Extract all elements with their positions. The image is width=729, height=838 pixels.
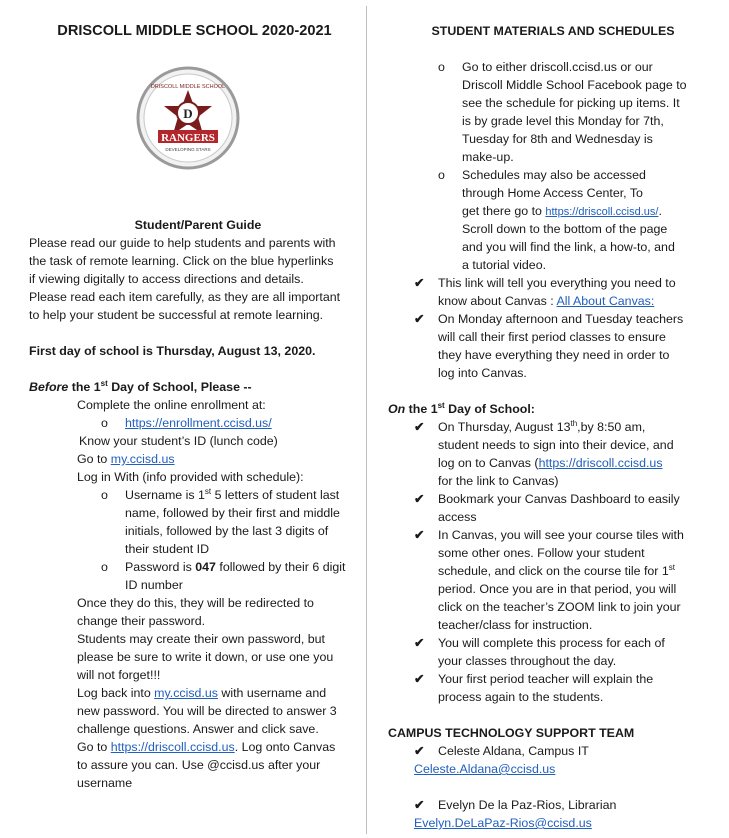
on-first-day-heading: On the 1st Day of School: (388, 400, 535, 416)
my-ccisd-link-2[interactable]: my.ccisd.us (154, 686, 218, 700)
goto2-line: username (77, 776, 133, 790)
hac-line: get there go to https://driscoll.ccisd.us/. (462, 204, 662, 218)
check-icon: ✔ (414, 672, 425, 686)
check-icon: ✔ (414, 312, 425, 326)
check-icon: ✔ (414, 744, 425, 758)
circle-bullet: o (438, 60, 445, 74)
intro-line: if viewing digitally to access directions and details. (29, 272, 304, 286)
goto2-line: Go to https://driscoll.ccisd.us. Log onto Canvas (77, 740, 336, 754)
intro-line: to help your student be successful at remote learning. (29, 308, 324, 322)
logo-letter: D (183, 106, 193, 121)
intro-line: Please read our guide to help students and parents with (29, 236, 336, 250)
logo-name: RANGERS (161, 132, 215, 144)
canvas-info-line: This link will tell you everything you need to (438, 276, 676, 290)
after-line: will not forget!!! (77, 668, 161, 682)
login-with-line: Log in With (info provided with schedule): (77, 470, 304, 484)
username-line: Username is 1st 5 letters of student last (125, 486, 340, 502)
after-line: please be sure to write it down, or use one you (77, 650, 334, 664)
goto2-line: to assure you can. Use @ccisd.us after your (77, 758, 321, 772)
check-icon: ✔ (414, 276, 425, 290)
intro-line: the task of remote learning. Click on the blue hyperlinks (29, 254, 334, 268)
circle-bullet: o (101, 488, 108, 502)
schedule-line: see the schedule for picking up items. It (462, 96, 680, 110)
evelyn-email-link[interactable]: Evelyn.DeLaPaz-Rios@ccisd.us (414, 816, 592, 830)
driscoll-link[interactable]: https://driscoll.ccisd.us (110, 740, 235, 754)
password-line: Password is 047 followed by their 6 digit (125, 560, 346, 574)
check-icon: ✔ (414, 636, 425, 650)
check-icon: ✔ (414, 492, 425, 506)
celeste-email-link[interactable]: Celeste.Aldana@ccisd.us (414, 762, 556, 776)
logo-top-text: DRISCOLL MIDDLE SCHOOL (150, 84, 226, 90)
bookmark-line: access (438, 510, 477, 524)
course-tile-line: schedule, and click on the course tile for 1st (438, 562, 675, 578)
course-tile-line: click on the teacher’s ZOOM link to join your (438, 600, 681, 614)
bookmark-line: Bookmark your Canvas Dashboard to easily (438, 492, 680, 506)
username-line: their student ID (125, 542, 210, 556)
check-icon: ✔ (414, 420, 425, 434)
repeat-line: your classes throughout the day. (438, 654, 617, 668)
day-step-line: for the link to Canvas) (438, 474, 559, 488)
course-tile-line: period. Once you are in that period, you will (438, 582, 677, 596)
course-tile-line: teacher/class for instruction. (438, 618, 593, 632)
driscoll-canvas-link[interactable]: https://driscoll.ccisd.us (538, 456, 663, 470)
know-id-line: Know your student’s ID (lunch code) (79, 434, 278, 448)
circle-bullet: o (101, 416, 108, 430)
goto-line: Go to my.ccisd.us (77, 452, 175, 466)
username-line: initials, followed by the last 3 digits of (125, 524, 329, 538)
intro-line: Please read each item carefully, as they are all important (29, 290, 341, 304)
materials-title: STUDENT MATERIALS AND SCHEDULES (431, 24, 675, 38)
schedule-line: Go to either driscoll.ccisd.us or our (462, 60, 653, 74)
canvas-info-line: know about Canvas : All About Canvas: (438, 294, 655, 308)
after-line: Students may create their own password, but (77, 632, 325, 646)
explain-line: process again to the students. (438, 690, 604, 704)
circle-bullet: o (438, 168, 445, 182)
password-line: ID number (125, 578, 183, 592)
schedule-line: is by grade level this Monday for 7th, (462, 114, 664, 128)
support-name: Evelyn De la Paz-Rios, Librarian (438, 798, 617, 812)
guide-title: Student/Parent Guide (134, 218, 262, 232)
schedule-line: Driscoll Middle School Facebook page to (462, 78, 687, 92)
course-tile-line: In Canvas, you will see your course tiles with (438, 528, 684, 542)
school-logo (136, 66, 240, 170)
course-tile-line: some other ones. Follow your student (438, 546, 645, 560)
support-title: CAMPUS TECHNOLOGY SUPPORT TEAM (388, 726, 635, 740)
before-heading: Before the 1st Day of School, Please -- (29, 378, 252, 394)
hac-line: through Home Access Center, To (462, 186, 643, 200)
schedule-line: make-up. (462, 150, 514, 164)
logo-bottom-text: DEVELOPING STARS (165, 147, 211, 152)
circle-bullet: o (101, 560, 108, 574)
all-about-canvas-link[interactable]: All About Canvas: (556, 294, 655, 308)
hac-line: a tutorial video. (462, 258, 547, 272)
teacher-call-line: log into Canvas. (438, 366, 527, 380)
day-step-line: student needs to sign into their device, and (438, 438, 674, 452)
explain-line: Your first period teacher will explain the (438, 672, 654, 686)
hac-line: Scroll down to the bottom of the page (462, 222, 668, 236)
teacher-call-line: will call their first period classes to ensure (438, 330, 666, 344)
my-ccisd-link[interactable]: my.ccisd.us (110, 452, 175, 466)
hac-line: and you will find the link, a how-to, and (462, 240, 675, 254)
enroll-line: Complete the online enrollment at: (77, 398, 266, 412)
day-step-line: log on to Canvas (https://driscoll.ccisd.us (438, 456, 663, 470)
logback-line: new password. You will be directed to answer 3 (77, 704, 337, 718)
column-divider (366, 6, 367, 834)
first-day-notice: First day of school is Thursday, August 13, 2020. (29, 344, 316, 358)
teacher-call-line: On Monday afternoon and Tuesday teachers (438, 312, 684, 326)
check-icon: ✔ (414, 528, 425, 542)
hac-line: Schedules may also be accessed (462, 168, 646, 182)
schedule-line: Tuesday for 8th and Wednesday is (462, 132, 653, 146)
page-title: DRISCOLL MIDDLE SCHOOL 2020-2021 (57, 23, 332, 39)
logback-line: challenge questions. Answer and click save. (77, 722, 319, 736)
support-name: Celeste Aldana, Campus IT (438, 744, 589, 758)
after-line: change their password. (77, 614, 206, 628)
logback-line: Log back into my.ccisd.us with username and (77, 686, 327, 700)
enrollment-link[interactable]: https://enrollment.ccisd.us/ (125, 416, 272, 430)
after-line: Once they do this, they will be redirected to (77, 596, 314, 610)
repeat-line: You will complete this process for each of (438, 636, 665, 650)
check-icon: ✔ (414, 798, 425, 812)
teacher-call-line: they have everything they need in order to (438, 348, 670, 362)
username-line: name, followed by their first and middle (125, 506, 340, 520)
driscoll-hac-link[interactable]: https://driscoll.ccisd.us/ (545, 206, 659, 218)
day-step-line: On Thursday, August 13th,by 8:50 am, (438, 418, 646, 434)
